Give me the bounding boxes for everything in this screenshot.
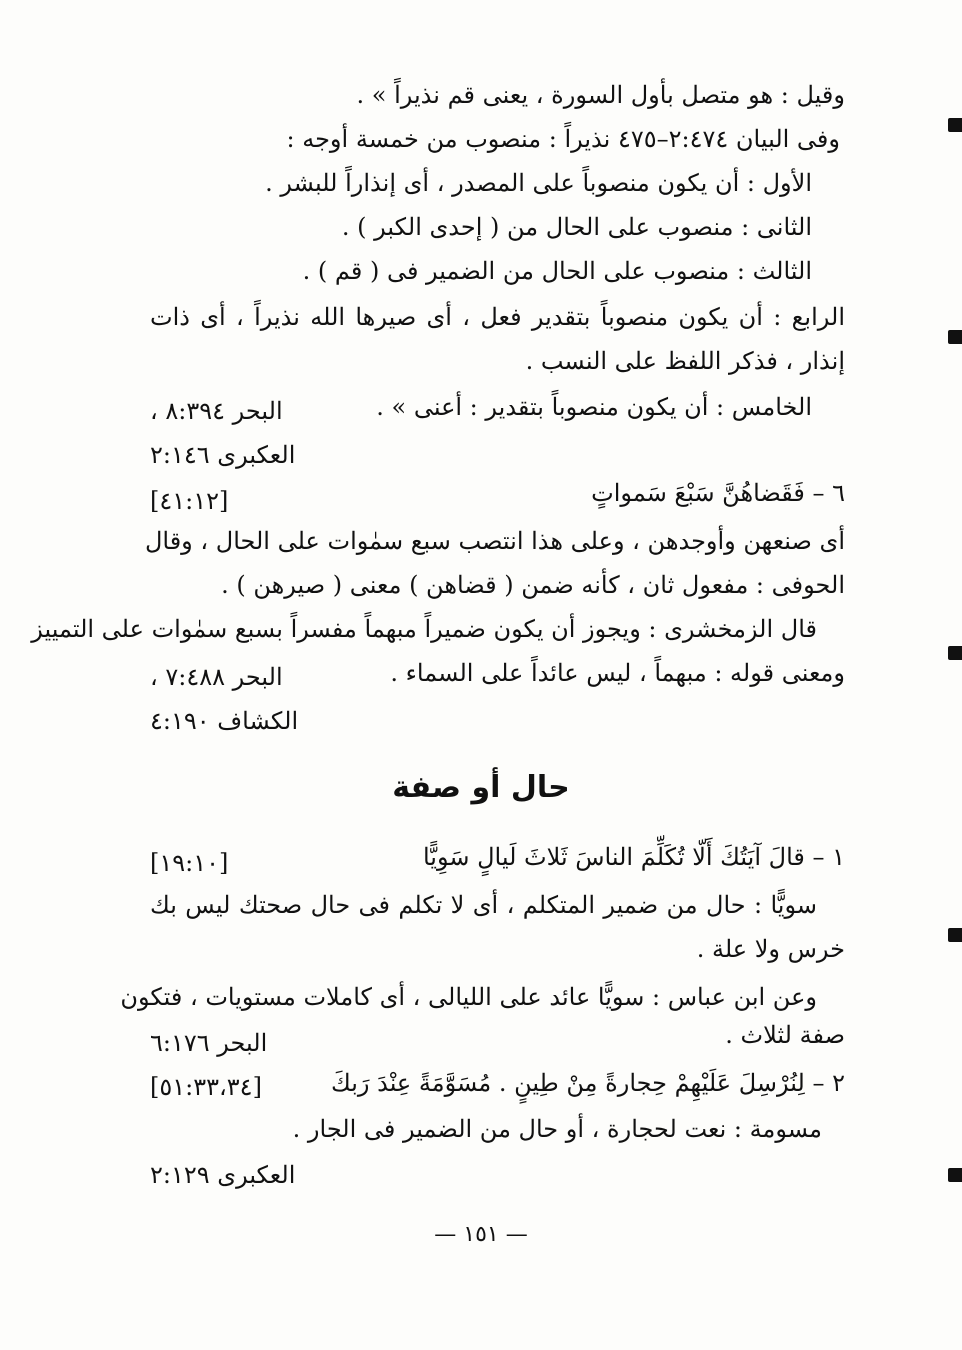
text-line: إنذار ، فذكر اللفظ على النسب .	[525, 347, 845, 375]
text-line: وعن ابن عباس : سويًّا عائد على الليالى ، أى كاملات مستويات ، فتكون	[120, 983, 817, 1011]
text-line: الخامس : أن يكون منصوباً بتقدير : أعنى » .	[376, 393, 812, 421]
verse-line: ٦ – فَقَضاهُنَّ سَبْعَ سَمواتٍ	[591, 479, 845, 507]
text-line: وقيل : هو متصل بأول السورة ، يعنى قم نذيراً » .	[356, 81, 845, 109]
verse-reference: [٥١:٣٣،٣٤]	[150, 1073, 262, 1101]
verse-reference: [٤١:١٢]	[150, 487, 229, 515]
text-line: الثالث : منصوب على الحال من الضمير فى ( قم ) .	[302, 257, 812, 285]
text-line: سويًّا : حال من ضمير المتكلم ، أى لا تكلم فى حال صحتك ليس بك	[150, 891, 817, 919]
citation: البحر ٦:١٧٦	[150, 1029, 268, 1057]
verse-reference: [١٩:١٠]	[150, 849, 229, 877]
section-heading: حال أو صفة	[392, 770, 570, 805]
text-line: خرس ولا علة .	[696, 935, 845, 963]
citation: العكبرى ٢:١٢٩	[150, 1161, 296, 1189]
verse-line: ١ – قالَ آيَتُكَ أَلّا تُكَلِّمَ الناسَ ثَلاثَ لَيالٍ سَوِيًّا	[422, 843, 845, 871]
citation: الكشاف ٤:١٩٠	[150, 707, 299, 735]
text-line: مسومة : نعت لحجارة ، أو حال من الضمير فى الجار .	[292, 1115, 822, 1143]
citation: البحر ٧:٤٨٨ ،	[150, 663, 283, 691]
citation: العكبرى ٢:١٤٦	[150, 441, 296, 469]
edge-mark	[948, 330, 962, 344]
text-line: وفى البيان ٢:٤٧٤–٤٧٥ نذيراً : منصوب من خمسة أوجه :	[286, 125, 840, 153]
text-line: ومعنى قوله : مبهماً ، ليس عائداً على السماء .	[390, 659, 845, 687]
text-line: قال الزمخشرى : ويجوز أن يكون ضميراً مبهماً مفسراً بسبع سمٰوات على التمييز	[31, 615, 817, 643]
text-line: الرابع : أن يكون منصوباً بتقدير فعل ، أى صيرها الله نذيراً ، أى ذات	[150, 303, 845, 331]
text-line: صفة لثلاث .	[725, 1021, 845, 1049]
edge-mark	[948, 928, 962, 942]
text-line: الأول : أن يكون منصوباً على المصدر ، أى إنذاراً للبشر .	[265, 169, 812, 197]
edge-mark	[948, 646, 962, 660]
page-number: — ١٥١ —	[434, 1222, 528, 1247]
edge-mark	[948, 1168, 962, 1182]
edge-mark	[948, 118, 962, 132]
text-line: الحوفى : مفعول ثان ، كأنه ضمن ( قضاهن ) معنى ( صيرهن ) .	[221, 571, 845, 599]
citation: البحر ٨:٣٩٤ ،	[150, 397, 283, 425]
verse-line: ٢ – لِنُرْسِلَ عَلَيْهِمْ حِجارةً مِنْ طِينٍ . مُسَوَّمَةً عِنْدَ رَبكَ	[330, 1069, 845, 1097]
text-line: الثانى : منصوب على الحال من ( إحدى الكبر ) .	[341, 213, 812, 241]
text-line: أى صنعهن وأوجدهن ، وعلى هذا انتصب سبع سمٰوات على الحال ، وقال	[144, 527, 845, 555]
